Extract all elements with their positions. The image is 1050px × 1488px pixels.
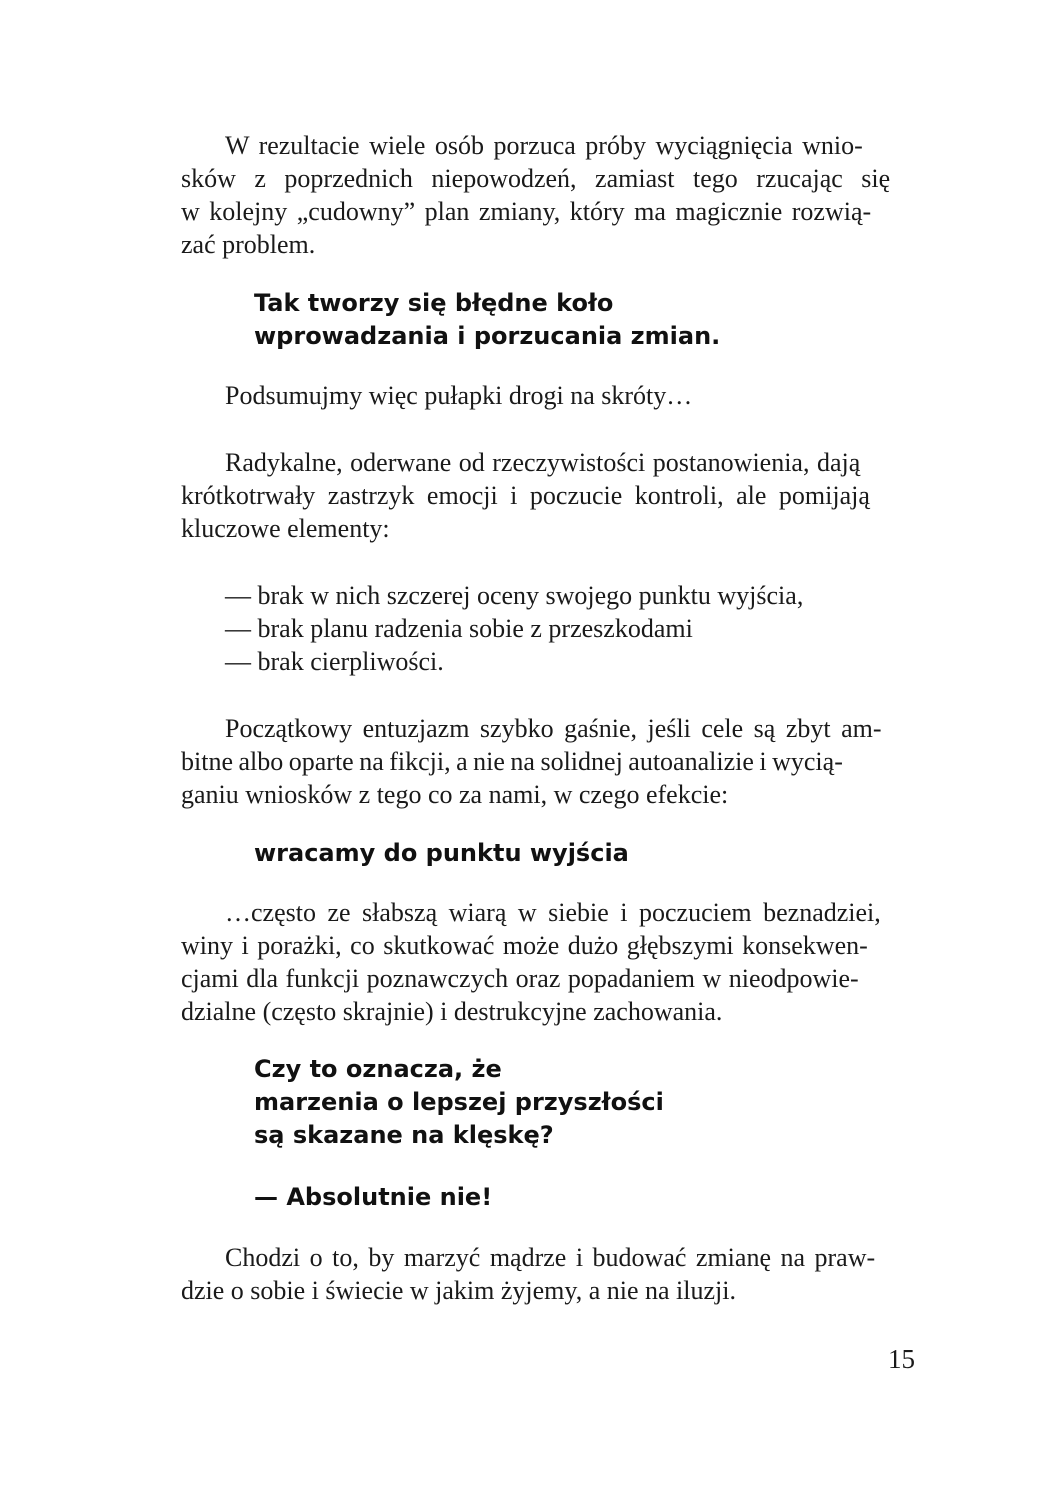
paragraph-5 — [181, 896, 915, 1028]
paragraph-1-line-4: zać problem. — [181, 230, 316, 259]
list-item-1: — brak w nich szczerej oceny swojego punktu wyjścia, — [225, 581, 804, 610]
bold-question-line-2: marzenia o lepszej przyszłości — [254, 1088, 664, 1116]
list-item-2: — brak planu radzenia sobie z przeszkodami — [225, 614, 693, 643]
paragraph-4 — [181, 712, 915, 811]
body-text — [181, 0, 915, 1488]
paragraph-3-line-1: Radykalne, oderwane od rzeczywistości postanowienia, dają — [225, 448, 861, 477]
paragraph-3-line-2: krótkotrwały zastrzyk emocji i poczucie kontroli, ale pomijają — [181, 481, 870, 510]
paragraph-6-line-2: dzie o sobie i świecie w jakim żyjemy, a nie na iluzji. — [181, 1276, 736, 1305]
paragraph-6-line-1: Chodzi o to, by marzyć mądrze i budować zmianę na praw- — [225, 1243, 876, 1272]
paragraph-4-line-1: Początkowy entuzjazm szybko gaśnie, jeśli cele są zbyt am- — [225, 714, 882, 743]
paragraph-1-line-1: W rezultacie wiele osób porzuca próby wyciągnięcia wnio- — [225, 131, 863, 160]
bold-question — [254, 1053, 664, 1152]
paragraph-6 — [181, 1241, 915, 1307]
bold-question-line-1: Czy to oznacza, że — [254, 1055, 502, 1083]
paragraph-3-line-3: kluczowe elementy: — [181, 514, 390, 543]
paragraph-3 — [181, 446, 915, 545]
paragraph-4-line-3: ganiu wniosków z tego co za nami, w czego efekcie: — [181, 780, 729, 809]
bold-statement-1-line-2: wprowadzania i porzucania zmian. — [254, 322, 721, 350]
page-number: 15 — [888, 1344, 915, 1374]
paragraph-5-line-3: cjami dla funkcji poznawczych oraz popadaniem w nieodpowie- — [181, 964, 859, 993]
bold-answer — [254, 1181, 492, 1214]
paragraph-4-line-2: bitne albo oparte na fikcji, a nie na solidnej autoanalizie i wycią- — [181, 747, 843, 776]
paragraph-1-line-2: sków z poprzednich niepowodzeń, zamiast tego rzucając się — [181, 164, 891, 193]
paragraph-2-line-1: Podsumujmy więc pułapki drogi na skróty… — [225, 381, 693, 410]
paragraph-1-line-3: w kolejny „cudowny” plan zmiany, który ma magicznie rozwią- — [181, 197, 872, 226]
paragraph-5-line-2: winy i porażki, co skutkować może dużo głębszymi konsekwen- — [181, 931, 868, 960]
paragraph-2 — [181, 379, 915, 412]
bold-answer-line-1: — Absolutnie nie! — [254, 1183, 493, 1211]
paragraph-1 — [181, 129, 915, 261]
list-item-3: — brak cierpliwości. — [225, 647, 444, 676]
paragraph-5-line-4: dzialne (często skrajnie) i destrukcyjne zachowania. — [181, 997, 723, 1026]
bold-statement-2-line-1: wracamy do punktu wyjścia — [254, 839, 629, 867]
bold-statement-1 — [254, 287, 720, 353]
bold-question-line-3: są skazane na klęskę? — [254, 1121, 554, 1149]
bold-statement-1-line-1: Tak tworzy się błędne koło — [254, 289, 614, 317]
paragraph-5-line-1: …często ze słabszą wiarą w siebie i poczuciem beznadziei, — [225, 898, 881, 927]
bold-statement-2 — [254, 837, 629, 870]
